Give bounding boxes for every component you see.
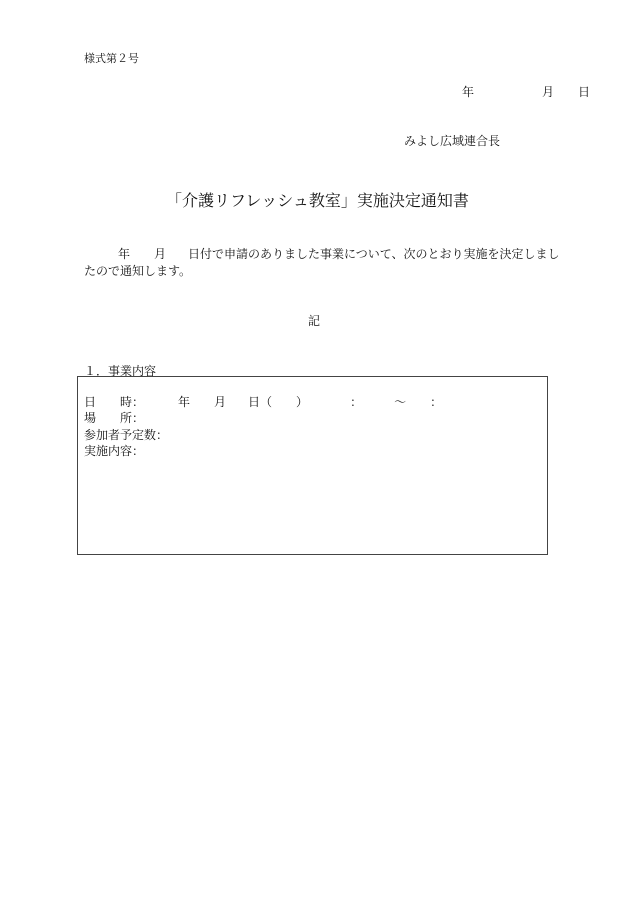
body-month: 月 xyxy=(154,247,167,261)
date-day: 日 xyxy=(578,85,591,99)
datetime-tilde: ～ xyxy=(394,395,407,409)
document-title: 「介護リフレッシュ教室」実施決定通知書 xyxy=(166,191,469,210)
sender-name: みよし広域連合長 xyxy=(404,134,501,148)
datetime-year: 年 xyxy=(178,395,191,409)
datetime-end-colon: ： xyxy=(430,395,443,409)
body-paragraph xyxy=(84,246,560,280)
ki-heading: 記 xyxy=(308,314,321,328)
issue-date xyxy=(462,83,590,100)
body-year: 年 xyxy=(118,247,131,261)
participants-label: 参加者予定数： xyxy=(84,428,169,442)
datetime-day-weekday: 日（ ） xyxy=(248,395,309,409)
datetime-start-colon: ： xyxy=(350,395,363,409)
form-number: 様式第２号 xyxy=(84,52,139,65)
datetime-month: 月 xyxy=(214,395,227,409)
body-line-2: たので通知します。 xyxy=(84,264,192,278)
body-line-1 xyxy=(84,246,560,263)
place-label: 場 所： xyxy=(84,411,145,425)
date-year: 年 xyxy=(462,85,475,99)
datetime-label: 日 時： xyxy=(84,395,145,409)
content-label: 実施内容： xyxy=(84,444,145,458)
section-heading: １．事業内容 xyxy=(84,364,157,378)
event-details-box xyxy=(77,376,548,555)
body-line-1-rest: 日付で申請のありました事業について、次のとおり実施を決定しまし xyxy=(188,247,560,261)
date-month: 月 xyxy=(542,85,555,99)
datetime-row xyxy=(84,394,442,410)
